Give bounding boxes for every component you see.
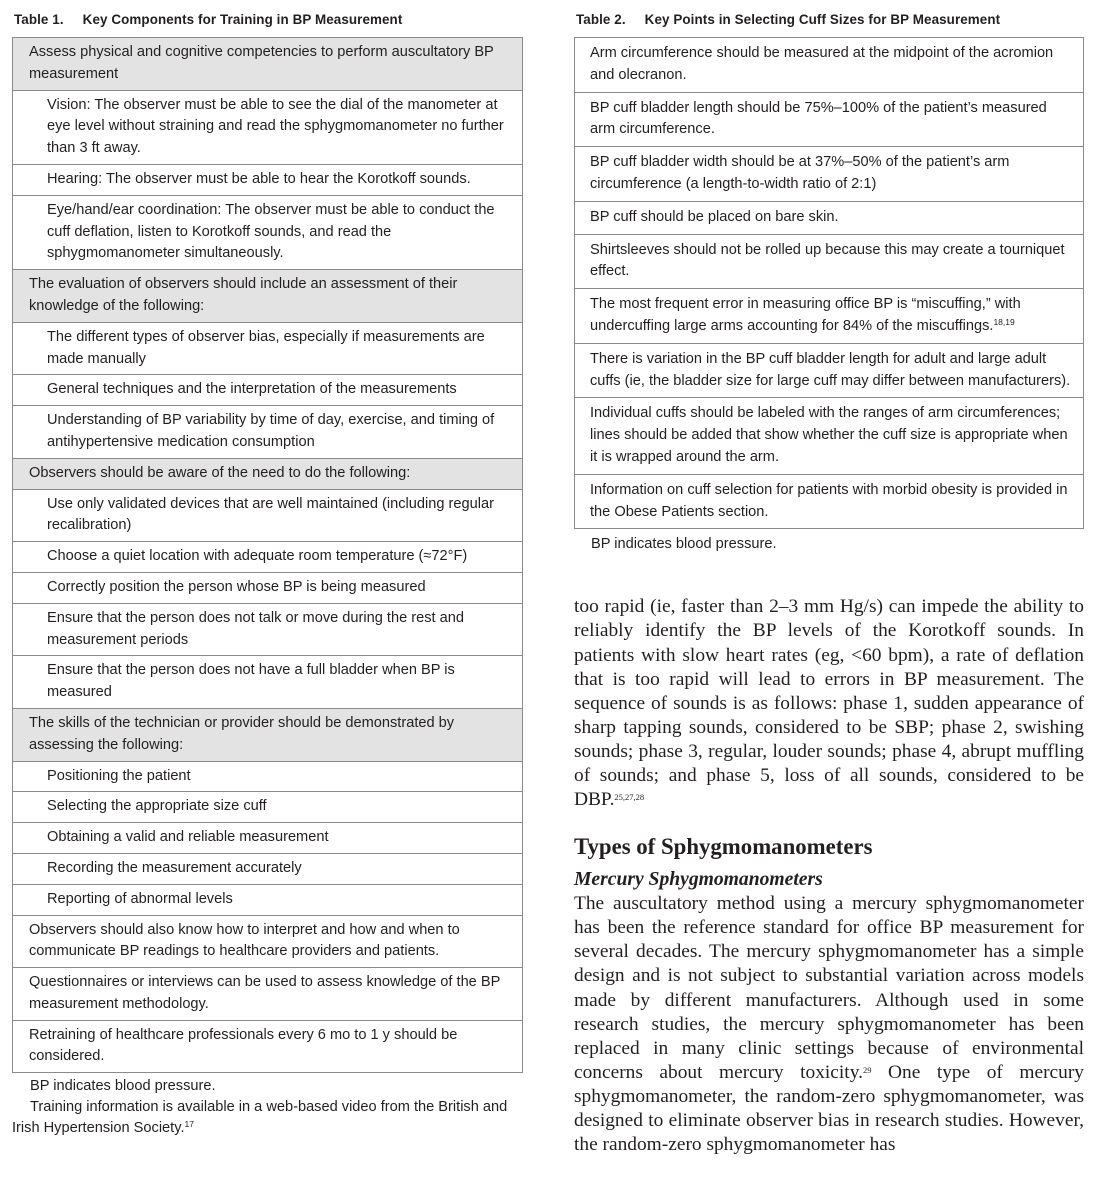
table1-row — [13, 164, 523, 195]
table2-row — [575, 38, 1084, 93]
table1-body — [13, 38, 523, 1073]
table1-footnotes — [12, 1076, 523, 1139]
table1-row — [13, 572, 523, 603]
table1-row — [13, 968, 523, 1021]
table2-row — [575, 343, 1084, 398]
table1-row — [13, 38, 523, 91]
table1-cell: The different types of observer bias, especially if measurements are made manually — [13, 322, 523, 375]
table1-cell: Recording the measurement accurately — [13, 853, 523, 884]
table1-cell: Understanding of BP variability by time of day, exercise, and timing of antihypertensive medication consumption — [13, 406, 523, 459]
table2-cell-text: Information on cuff selection for patients with morbid obesity is provided in the Obese Patients section. — [590, 481, 1068, 520]
table1-cell: Choose a quiet location with adequate room temperature (≈72°F) — [13, 542, 523, 573]
table1-row — [13, 884, 523, 915]
table1-cell: Eye/hand/ear coordination: The observer must be able to conduct the cuff deflation, listen to Korotkoff sounds, and read the sphygmomanometer simultaneously. — [13, 195, 523, 269]
table2-cell-text: Individual cuffs should be labeled with the ranges of arm circumferences; lines should be added that show whether the cuff size is appropriate when it is wrapped around the arm. — [590, 405, 1068, 465]
table1-cell: The skills of the technician or provider should be demonstrated by assessing the following: — [13, 708, 523, 761]
table1-row — [13, 489, 523, 542]
table1-row — [13, 792, 523, 823]
table2 — [574, 37, 1084, 529]
table2-row — [575, 201, 1084, 234]
table1-row — [13, 656, 523, 709]
body-paragraph-2-text-a: The auscultatory method using a mercury sphygmomanometer has been the reference standard for office BP measurement for several decades. The mercury sphygmomanometer has a simple design and is not subject to substantial variation across models made by different manufacturers. Although used in some research studies, the mercury sphygmomanometer has been replaced in many clinic settings because of environmental concerns about mercury toxicity. — [574, 893, 1084, 1083]
table1-footnote-abbr: BP indicates blood pressure. — [30, 1078, 216, 1095]
table2-cell — [575, 474, 1084, 529]
reference-superscript: 29 — [862, 1064, 872, 1075]
table1-row — [13, 603, 523, 656]
table2-number: Table 2. — [576, 12, 626, 27]
table1-footnote-note — [12, 1097, 523, 1139]
table2-row — [575, 398, 1084, 474]
table1-cell: Retraining of healthcare professionals every 6 mo to 1 y should be considered. — [13, 1020, 523, 1073]
table1-row — [13, 761, 523, 792]
reference-superscript: 25,27,28 — [614, 792, 645, 803]
table1-row — [13, 708, 523, 761]
section-heading: Types of Sphygmomanometers — [574, 834, 873, 860]
table1-cell: Reporting of abnormal levels — [13, 884, 523, 915]
table1-caption — [14, 12, 523, 27]
body-paragraph-1 — [574, 595, 1084, 812]
table2-title: Key Points in Selecting Cuff Sizes for BP Measurement — [644, 12, 1001, 27]
table1-cell: Use only validated devices that are well maintained (including regular recalibration) — [13, 489, 523, 542]
table2-cell-text: The most frequent error in measuring office BP is “miscuffing,” with undercuffing large arms accounting for 84% of the miscuffings. — [590, 296, 1021, 334]
table2-cell — [575, 38, 1084, 93]
table1-cell: Questionnaires or interviews can be used to assess knowledge of the BP measurement methodology. — [13, 968, 523, 1021]
table1-row — [13, 406, 523, 459]
table2-cell-text: Arm circumference should be measured at the midpoint of the acromion and olecranon. — [590, 45, 1054, 83]
table2-cell-text: BP cuff should be placed on bare skin. — [590, 208, 839, 225]
table1-cell: Hearing: The observer must be able to hear the Korotkoff sounds. — [13, 164, 523, 195]
table1-row — [13, 1020, 523, 1073]
table1-cell: Vision: The observer must be able to see the dial of the manometer at eye level without straining and read the sphygmomanometer no further than 3 ft away. — [13, 90, 523, 164]
table2-row — [575, 234, 1084, 289]
table1-row — [13, 270, 523, 323]
table1-title: Key Components for Training in BP Measurement — [82, 12, 403, 27]
body-paragraph-2-text-b: One type of mercury sphygmomanometer, the random-zero sphygmomanometer, was designed to eliminate observer bias in research studies. However, the random-zero sphygmomanometer has — [574, 1061, 1084, 1156]
table1-row — [13, 915, 523, 968]
table2-body — [575, 38, 1084, 529]
table2-footnote-abbr: BP indicates blood pressure. — [591, 536, 777, 553]
table2-cell-text: BP cuff bladder width should be at 37%–50% of the patient’s arm circumference (a length-to-width ratio of 2:1) — [590, 154, 1010, 192]
reference-superscript: 18,19 — [993, 316, 1015, 327]
table1-cell: Observers should also know how to interpret and how and when to communicate BP readings to healthcare providers and patients. — [13, 915, 523, 968]
table2-cell — [575, 92, 1084, 147]
table2-cell — [575, 201, 1084, 234]
table1-footnote-note-text: Training information is available in a web-based video from the British and Irish Hypertension Society. — [12, 1099, 508, 1137]
body-paragraph-1-text: too rapid (ie, faster than 2–3 mm Hg/s) can impede the ability to reliably identify the BP levels of the Korotkoff sounds. In patients with slow heart rates (eg, <60 bpm), a rate of deflation that is too rapid will lead to errors in BP measurement. The sequence of sounds is as follows: phase 1, sudden appearance of sharp tapping sounds, considered to be SBP; phase 2, swishing sounds; phase 3, regular, louder sounds; phase 4, abrupt muffling of sounds; and phase 5, loss of all sounds, considered to be DBP. — [574, 596, 1084, 811]
table2-cell — [575, 343, 1084, 398]
table1-cell: Ensure that the person does not have a full bladder when BP is measured — [13, 656, 523, 709]
table2-cell — [575, 234, 1084, 289]
table1-cell: The evaluation of observers should include an assessment of their knowledge of the following: — [13, 270, 523, 323]
table1-cell: Observers should be aware of the need to do the following: — [13, 458, 523, 489]
table1-cell: Correctly position the person whose BP is being measured — [13, 572, 523, 603]
table1-cell: Assess physical and cognitive competencies to perform auscultatory BP measurement — [13, 38, 523, 91]
left-column — [12, 12, 523, 1139]
table2-caption — [576, 12, 1084, 27]
table1-row — [13, 458, 523, 489]
table1-row — [13, 823, 523, 854]
table1-row — [13, 195, 523, 269]
table1-number: Table 1. — [14, 12, 64, 27]
body-paragraph-2 — [574, 892, 1084, 1157]
table1-cell: Selecting the appropriate size cuff — [13, 792, 523, 823]
table1 — [12, 37, 523, 1073]
table2-cell-text: There is variation in the BP cuff bladder length for adult and large adult cuffs (ie, the bladder size for large cuff may differ between manufacturers). — [590, 350, 1071, 389]
table1-row — [13, 90, 523, 164]
table1-row — [13, 542, 523, 573]
table2-cell — [575, 147, 1084, 202]
table2-row — [575, 474, 1084, 529]
table1-row — [13, 375, 523, 406]
table1-row — [13, 322, 523, 375]
table1-cell: Positioning the patient — [13, 761, 523, 792]
table2-cell — [575, 289, 1084, 344]
table1-row — [13, 853, 523, 884]
table1-cell: Ensure that the person does not talk or move during the rest and measurement periods — [13, 603, 523, 656]
table2-cell-text: Shirtsleeves should not be rolled up because this may create a tourniquet effect. — [590, 241, 1065, 280]
table2-row — [575, 92, 1084, 147]
table1-cell: General techniques and the interpretation of the measurements — [13, 375, 523, 406]
right-column — [574, 12, 1084, 1157]
table2-cell-text: BP cuff bladder length should be 75%–100% of the patient’s measured arm circumference. — [590, 99, 1047, 138]
table2-cell — [575, 398, 1084, 474]
subsection-heading: Mercury Sphygmomanometers — [574, 869, 823, 891]
reference-superscript: 17 — [184, 1119, 194, 1130]
table2-row — [575, 147, 1084, 202]
table1-cell: Obtaining a valid and reliable measurement — [13, 823, 523, 854]
table2-row — [575, 289, 1084, 344]
